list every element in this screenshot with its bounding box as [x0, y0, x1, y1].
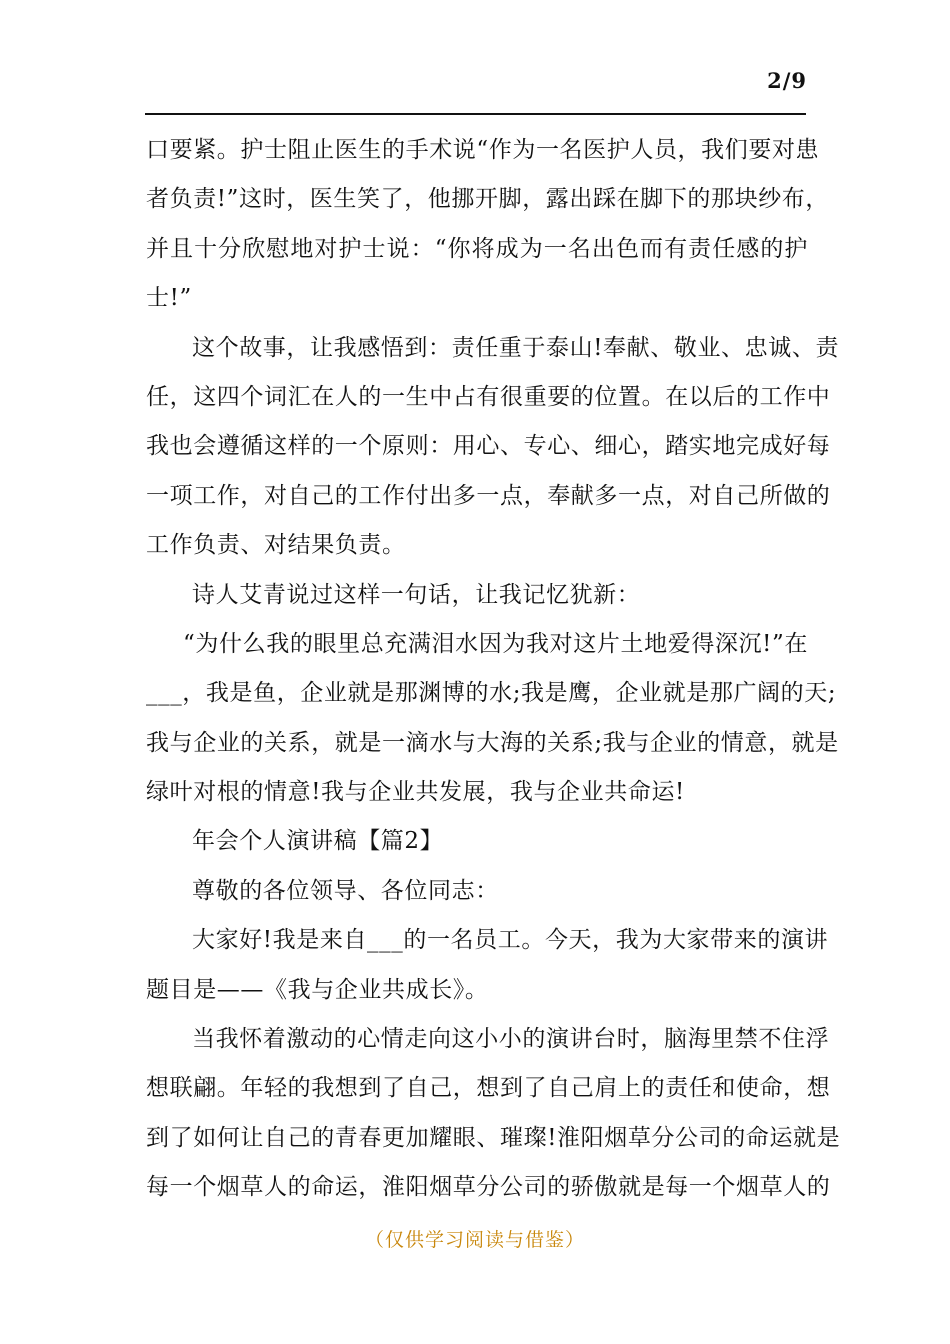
text-line: 士!” — [146, 285, 192, 312]
text-line: 这个故事，让我感悟到：责任重于泰山!奉献、敬业、忠诚、责 — [192, 334, 840, 361]
header-rule — [145, 113, 806, 115]
text-line: 工作负责、对结果负责。 — [146, 532, 406, 559]
text-line: 想联翩。年轻的我想到了自己，想到了自己肩上的责任和使命，想 — [146, 1075, 831, 1102]
text-line: 并且十分欣慰地对护士说：“你将成为一名出色而有责任感的护 — [146, 235, 808, 262]
text-line: 我也会遵循这样的一个原则：用心、专心、细心，踏实地完成好每 — [146, 433, 831, 460]
text-line: 题目是——《我与企业共成长》。 — [146, 976, 489, 1003]
section-heading: 年会个人演讲稿【篇2】 — [192, 828, 444, 855]
text-line: 我与企业的关系，就是一滴水与大海的关系;我与企业的情意，就是 — [146, 729, 839, 756]
text-line: 尊敬的各位领导、各位同志： — [192, 877, 499, 904]
text-line: 者负责!”这时，医生笑了，他挪开脚，露出踩在脚下的那块纱布， — [146, 186, 830, 213]
document-body — [146, 126, 841, 1213]
text-line: 当我怀着激动的心情走向这小小的演讲台时，脑海里禁不住浮 — [192, 1026, 830, 1053]
text-line: 一项工作，对自己的工作付出多一点，奉献多一点，对自己所做的 — [146, 482, 831, 509]
text-line: 口要紧。护士阻止医生的手术说“作为一名医护人员，我们要对患 — [146, 137, 820, 163]
text-line: 任，这四个词汇在人的一生中占有很重要的位置。在以后的工作中 — [146, 383, 831, 410]
text-line: 诗人艾青说过这样一句话，让我记忆犹新： — [192, 581, 641, 608]
text-line: “为什么我的眼里总充满泪水因为我对这片土地爱得深沉!”在 — [183, 630, 808, 657]
page-number: 2/9 — [767, 68, 807, 93]
text-line: ___，我是鱼，企业就是那渊博的水;我是鹰，企业就是那广阔的天; — [146, 680, 837, 707]
text-line: 到了如何让自己的青春更加耀眼、璀璨!淮阳烟草分公司的命运就是 — [146, 1124, 841, 1151]
text-line: 每一个烟草人的命运，淮阳烟草分公司的骄傲就是每一个烟草人的 — [146, 1174, 831, 1201]
text-line: 绿叶对根的情意!我与企业共发展，我与企业共命运! — [146, 779, 685, 806]
footer-note: （仅供学习阅读与借鉴） — [364, 1229, 585, 1251]
text-line: 大家好!我是来自___的一名员工。今天，我为大家带来的演讲 — [192, 927, 829, 954]
